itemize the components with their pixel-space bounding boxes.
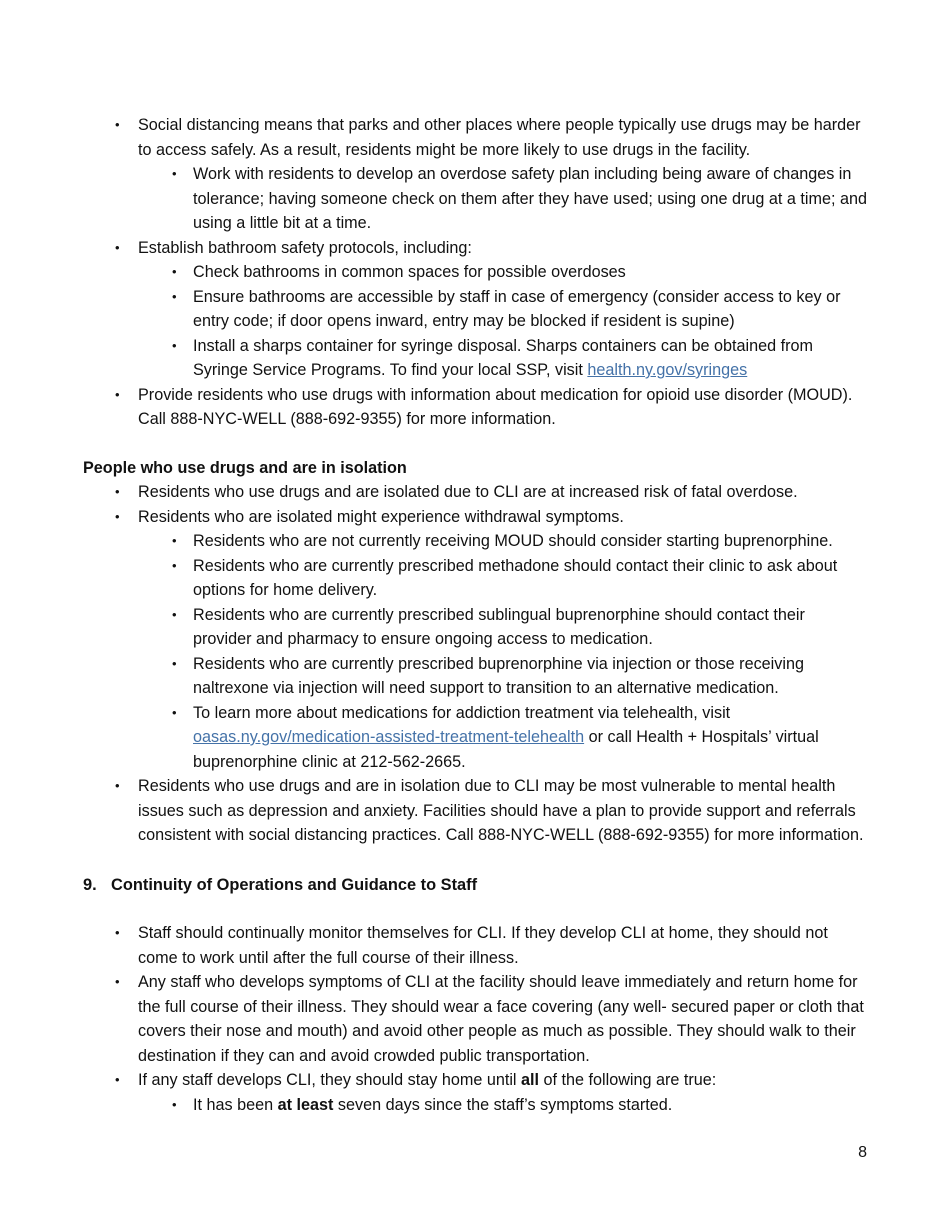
bullet-icon: • [115, 386, 120, 402]
bullet-icon: • [172, 288, 177, 304]
sub-bullet-list [83, 162, 867, 236]
list-item [83, 505, 867, 775]
list-item [83, 970, 867, 1068]
list-item-text: Check bathrooms in common spaces for possible overdoses [193, 263, 626, 281]
list-item [83, 162, 867, 236]
list-item [83, 774, 867, 848]
list-item-text: Residents who use drugs and are in isolation due to CLI may be most vulnerable to mental health issues such as depression and anxiety. Facilities should have a plan to provide support and referrals consistent with social distancing practices. Call 888-NYC-WELL (888-692-9355) for more information. [138, 777, 864, 844]
list-item-text: Residents who are currently prescribed buprenorphine via injection or those receiving naltrexone via injection will need support to transition to an alternative medication. [193, 654, 804, 697]
list-item-text: To learn more about medications for addiction treatment via telehealth, visit [193, 703, 731, 722]
list-item-text: Ensure bathrooms are accessible by staff in case of emergency (consider access to key or entry code; if door opens inward, entry may be blocked if resident is supine) [193, 287, 841, 330]
list-item [83, 236, 867, 383]
spacer [83, 432, 867, 456]
bullet-icon: • [172, 166, 177, 181]
list-item-text: If any staff develops CLI, they should stay home until [138, 1071, 522, 1089]
bullet-icon: • [115, 484, 120, 499]
bullet-icon: • [172, 655, 177, 671]
list-item-text: Residents who are isolated might experience withdrawal symptoms. [138, 507, 624, 526]
list-item [83, 603, 867, 652]
link-oasas-telehealth[interactable]: oasas.ny.gov/medication-assisted-treatment-telehealth [193, 728, 585, 746]
list-item-text: Any staff who develops symptoms of CLI at the facility should leave immediately and return home for the full course of their illness. They should wear a face covering (any well- secured paper or cloth that covers their nose and mouth) and avoid other people as much as possible. They should walk to their destination if they can and avoid crowded public transportation. [138, 973, 864, 1065]
list-item [83, 554, 867, 603]
list-item-text: Establish bathroom safety protocols, including: [138, 238, 472, 257]
section-9-heading [83, 873, 867, 898]
list-item-text: Residents who are currently prescribed methadone should contact their clinic to ask about options for home delivery. [193, 556, 838, 599]
sub-bullet-list [83, 1093, 867, 1118]
sub-bullet-list [83, 529, 867, 774]
bullet-icon: • [115, 117, 120, 132]
list-item [83, 701, 867, 775]
page-number: 8 [858, 1144, 867, 1161]
sub-bullet-list [83, 260, 867, 383]
list-item [83, 285, 867, 334]
bullet-icon: • [115, 508, 120, 524]
list-item [83, 652, 867, 701]
bullet-icon: • [172, 533, 177, 548]
list-item-text-suffix: of the following are true: [539, 1071, 717, 1089]
bullet-icon: • [115, 974, 120, 989]
emphasis-at-least: at least [277, 1095, 334, 1114]
list-item [83, 480, 867, 505]
page-content [83, 113, 867, 1117]
list-item [83, 334, 867, 383]
list-item [83, 383, 867, 432]
list-item-text: Install a sharps container for syringe disposal. Sharps containers can be obtained from Syringe Service Programs. To find your local SSP, visit [193, 336, 813, 379]
spacer [83, 848, 867, 873]
list-item-text: Social distancing means that parks and other places where people typically use drugs may be harder to access safely. As a result, residents might be more likely to use drugs in the facility. [138, 116, 861, 159]
list-item-text: Residents who use drugs and are isolated due to CLI are at increased risk of fatal overdose. [138, 483, 798, 501]
bullet-list-drug-use-safety [83, 113, 867, 432]
list-item-text: Staff should continually monitor themselves for CLI. If they develop CLI at home, they should not come to work until after the full course of their illness. [138, 924, 828, 967]
emphasis-all: all [521, 1071, 540, 1089]
list-item [83, 529, 867, 554]
list-item [83, 1093, 867, 1118]
spacer [83, 897, 867, 921]
link-health-ny-gov-syringes[interactable]: health.ny.gov/syringes [587, 361, 748, 379]
bullet-list-staff-guidance [83, 921, 867, 1117]
bullet-icon: • [172, 1096, 177, 1112]
bullet-icon: • [172, 337, 177, 353]
bullet-icon: • [115, 1072, 120, 1087]
list-item [83, 113, 867, 236]
bullet-icon: • [172, 557, 177, 573]
bullet-icon: • [115, 925, 120, 940]
list-item-text: It has been [193, 1095, 278, 1114]
bullet-icon: • [115, 778, 120, 793]
bullet-icon: • [172, 264, 177, 279]
list-item [83, 1068, 867, 1117]
list-item [83, 260, 867, 285]
bullet-list-isolation [83, 480, 867, 848]
list-item-text: Residents who are not currently receiving MOUD should consider starting buprenorphine. [193, 532, 833, 550]
list-item-text: Residents who are currently prescribed sublingual buprenorphine should contact their provider and pharmacy to ensure ongoing access to medication. [193, 605, 805, 648]
list-item-text: Work with residents to develop an overdose safety plan including being aware of changes in tolerance; having someone check on them after they have used; using one drug at a time; and using a little bit at a time. [193, 165, 868, 232]
section-title: Continuity of Operations and Guidance to Staff [111, 875, 478, 894]
section-heading-isolation: People who use drugs and are in isolation [83, 458, 407, 477]
list-item-text-suffix: seven days since the staff’s symptoms started. [333, 1095, 673, 1114]
bullet-icon: • [115, 239, 120, 255]
list-item [83, 921, 867, 970]
list-item-text: Provide residents who use drugs with information about medication for opioid use disorder (MOUD). Call 888-NYC-WELL (888-692-9355) for more information. [138, 385, 853, 428]
list-item-text-suffix: or call Health + Hospitals’ virtual buprenorphine clinic at 212-562-2665. [193, 728, 819, 771]
section-number: 9. [83, 875, 97, 894]
bullet-icon: • [172, 704, 177, 720]
bullet-icon: • [172, 606, 177, 622]
